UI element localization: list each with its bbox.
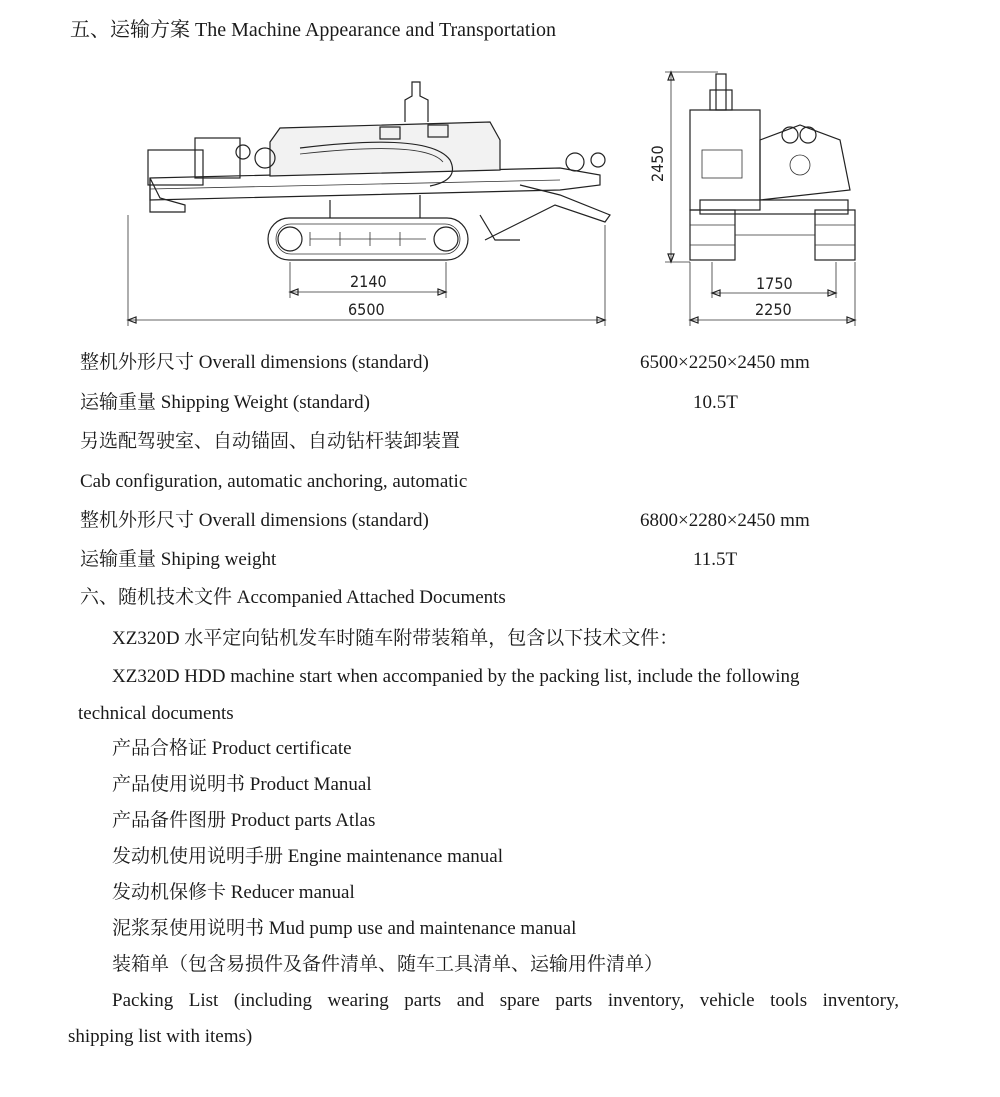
- overall-width-dimension: 2250: [755, 300, 792, 319]
- optional-config-cn: 另选配驾驶室、自动锚固、自动钻杆装卸装置: [80, 431, 461, 452]
- intro-en-line-2: technical documents: [78, 703, 234, 724]
- intro-en-line-1: XZ320D HDD machine start when accompanied by the packing list, include the following: [112, 666, 800, 687]
- section-5-title: 五、运输方案 The Machine Appearance and Transportation: [70, 19, 557, 41]
- section-6-title: 六、随机技术文件 Accompanied Attached Documents: [80, 587, 506, 608]
- machine-drawing: [0, 0, 1000, 340]
- side-view-dimensions: [128, 215, 605, 326]
- overall-length-dimension: 6500: [348, 300, 385, 319]
- side-view-drawing: [148, 82, 610, 260]
- packing-list-line-2: shipping list with items): [68, 1026, 253, 1047]
- document-item: 产品备件图册 Product parts Atlas: [112, 810, 376, 831]
- document-item: 产品使用说明书 Product Manual: [112, 774, 372, 795]
- height-dimension: 2450: [648, 145, 667, 182]
- spec-label-dimensions: 整机外形尺寸 Overall dimensions (standard): [80, 352, 429, 373]
- intro-cn: XZ320D 水平定向钻机发车时随车附带装箱单，包含以下技术文件：: [112, 628, 679, 649]
- optional-label-weight: 运输重量 Shiping weight: [80, 549, 277, 570]
- front-view-drawing: [690, 74, 855, 260]
- document-item: 装箱单（包含易损件及备件清单、随车工具清单、运输用件清单）: [112, 954, 664, 975]
- optional-value-dimensions: 6800×2280×2450 mm: [640, 510, 810, 531]
- spec-value-weight: 10.5T: [693, 392, 738, 413]
- optional-label-dimensions: 整机外形尺寸 Overall dimensions (standard): [80, 510, 429, 531]
- spec-value-dimensions: 6500×2250×2450 mm: [640, 352, 810, 373]
- packing-list-line-1: Packing List (including wearing parts and spare parts inventory, vehicle tools inventory,: [112, 990, 899, 1011]
- document-item: 发动机使用说明手册 Engine maintenance manual: [112, 846, 503, 867]
- track-length-dimension: 2140: [350, 272, 387, 291]
- spec-label-weight: 运输重量 Shipping Weight (standard): [80, 392, 370, 413]
- track-gauge-dimension: 1750: [756, 274, 793, 293]
- document-item: 泥浆泵使用说明书 Mud pump use and maintenance manual: [112, 918, 577, 939]
- document-item: 产品合格证 Product certificate: [112, 738, 352, 759]
- optional-value-weight: 11.5T: [693, 549, 738, 570]
- document-item: 发动机保修卡 Reducer manual: [112, 882, 355, 903]
- optional-config-en: Cab configuration, automatic anchoring, automatic: [80, 471, 468, 492]
